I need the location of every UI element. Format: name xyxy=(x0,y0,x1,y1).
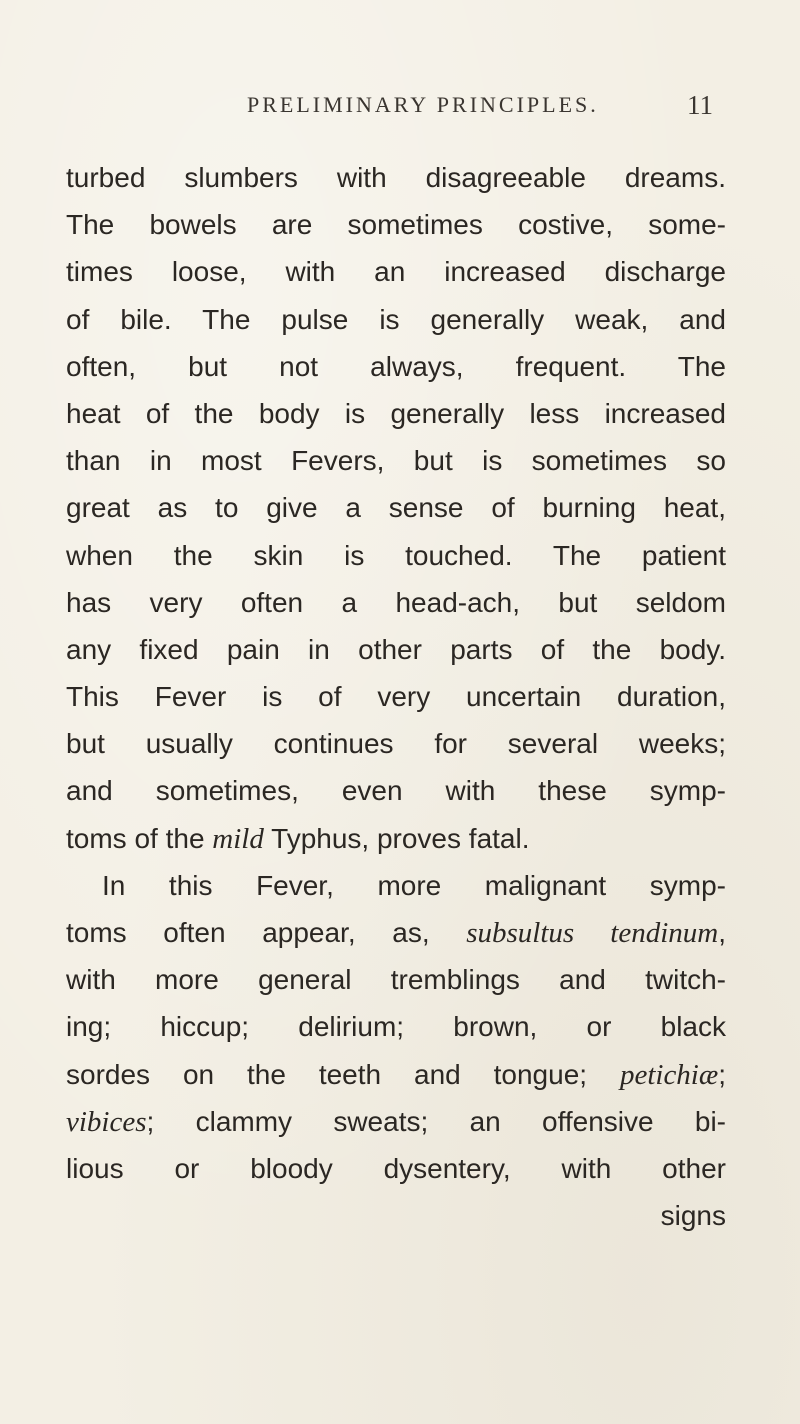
text-line xyxy=(66,532,726,579)
italic-text: vibices xyxy=(66,1105,147,1138)
text-segment: ; xyxy=(718,1058,726,1090)
text-line xyxy=(66,1145,726,1192)
text-line xyxy=(66,154,726,201)
text-segment: , xyxy=(718,917,726,948)
text-segment: toms often appear, as, xyxy=(66,917,467,948)
text-segment: This Fever is of very uncertain duration, xyxy=(66,681,726,713)
text-segment: lious or bloody dysentery, with other xyxy=(66,1152,726,1184)
italic-text: subsultus tendinum xyxy=(466,917,719,949)
text-segment: of bile. The pulse is generally weak, and xyxy=(66,303,726,335)
italic-text: mild xyxy=(212,822,264,855)
catchword: signs xyxy=(660,1200,726,1232)
running-head xyxy=(0,92,800,132)
text-segment: turbed slumbers with disagreeable dreams. xyxy=(66,162,726,193)
text-segment: heat of the body is generally less increased xyxy=(66,397,726,429)
text-line xyxy=(66,296,726,343)
text-segment: great as to give a sense of burning heat, xyxy=(66,492,726,524)
text-segment: but usually continues for several weeks; xyxy=(66,728,726,760)
text-line xyxy=(66,956,726,1003)
text-line xyxy=(66,626,726,673)
text-segment: than in most Fevers, but is sometimes so xyxy=(66,445,726,477)
text-line xyxy=(66,815,726,862)
text-segment: with more general tremblings and twitch- xyxy=(66,964,726,996)
text-segment: ; clammy sweats; an offensive bi- xyxy=(146,1105,726,1137)
text-line xyxy=(66,484,726,531)
text-segment: sordes on the teeth and tongue; xyxy=(66,1058,620,1090)
text-line xyxy=(66,720,726,767)
text-line xyxy=(66,1003,726,1050)
text-line xyxy=(66,862,726,909)
text-line xyxy=(66,1098,726,1145)
running-title: PRELIMINARY PRINCIPLES. xyxy=(247,92,599,117)
text-segment: Typhus, proves fatal. xyxy=(263,822,530,854)
text-line xyxy=(66,767,726,814)
text-line xyxy=(66,673,726,720)
text-segment: and sometimes, even with these symp- xyxy=(66,775,726,807)
text-segment: The bowels are sometimes costive, some- xyxy=(66,209,726,241)
text-segment: has very often a head-ach, but seldom xyxy=(66,586,726,618)
text-line xyxy=(66,390,726,437)
text-segment: ing; hiccup; delirium; brown, or black xyxy=(66,1011,726,1043)
text-segment: In this Fever, more malignant symp- xyxy=(102,869,726,901)
body-text xyxy=(66,154,726,1239)
text-line xyxy=(66,909,726,956)
text-segment: when the skin is touched. The patient xyxy=(66,539,726,571)
text-line xyxy=(66,1051,726,1098)
page-number: 11 xyxy=(687,90,713,120)
text-segment: times loose, with an increased discharge xyxy=(66,256,726,288)
text-segment: often, but not always, frequent. The xyxy=(66,350,726,382)
text-line xyxy=(66,248,726,295)
text-segment: toms of the xyxy=(66,822,213,854)
text-line xyxy=(66,437,726,484)
text-line xyxy=(66,579,726,626)
italic-text: petichiæ xyxy=(619,1058,719,1091)
text-line xyxy=(66,343,726,390)
text-segment: any fixed pain in other parts of the body. xyxy=(66,633,726,665)
text-line xyxy=(66,201,726,248)
